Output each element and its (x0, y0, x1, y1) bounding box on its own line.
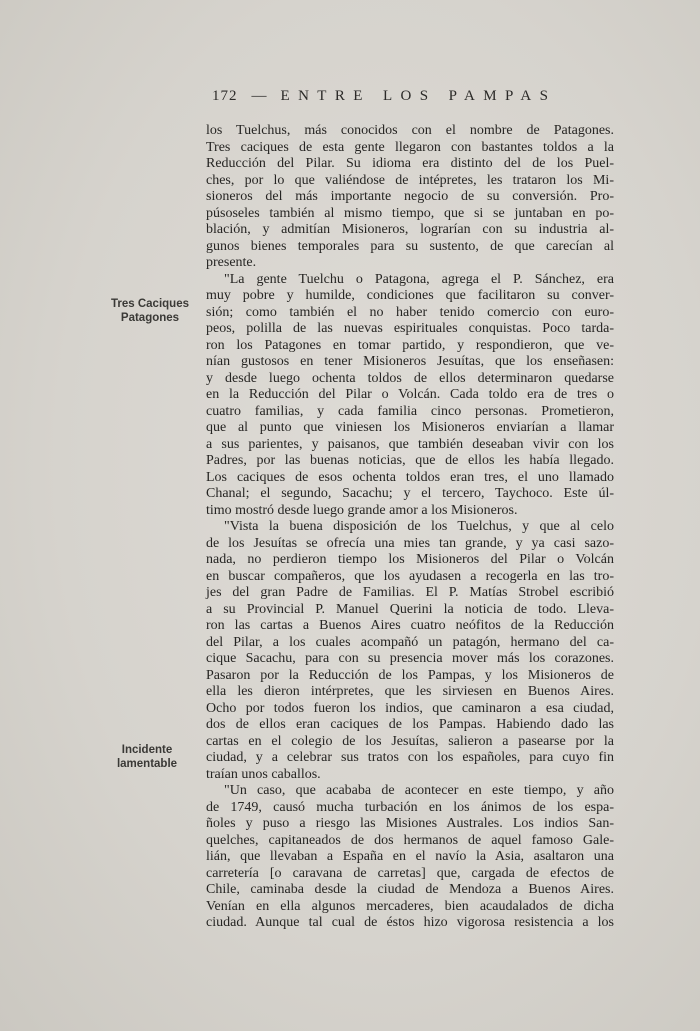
body-line: "Vista la buena disposición de los Tuelchus, y que al celo (224, 519, 614, 534)
running-title: ENTRE LOS PAMPAS (280, 88, 557, 104)
body-line: sión; como también el no haber tenido comercio con euro- (206, 304, 614, 320)
margin-note-tres-caciques (98, 297, 202, 325)
margin-note-line: Incidente (121, 744, 173, 756)
body-line: Tres caciques de esta gente llegaron con bastantes toldos a la (206, 139, 614, 155)
body-line: lián, que llevaban a España en el navío la Asia, asaltaron una (206, 849, 614, 864)
body-line: jes del gran Padre de Familias. El P. Matías Strobel escribió (206, 585, 614, 600)
body-line: nían gustosos en tener Misioneros Jesuítas, que los enseñasen: (206, 354, 614, 369)
margin-note-incidente (104, 743, 190, 771)
body-line: quelches, capitaneados de dos hermanos de aquel famoso Gale- (206, 832, 614, 848)
body-line: Chile, caminaba desde la ciudad de Mendoza a Buenos Aires. (206, 882, 614, 897)
body-line: los Tuelchus, más conocidos con el nombre de Patagones. (206, 123, 614, 138)
body-line: que al punto que viniesen los Misioneros enviarían a llamar (206, 420, 614, 435)
margin-note-line: Patagones (120, 312, 180, 324)
body-text (206, 123, 614, 932)
body-line: Ocho por todos fueron los indios, que caminaron a esa ciudad, (206, 700, 614, 716)
body-line: ella les dieron intérpretes, que les sirviesen en Buenos Aires. (206, 684, 614, 699)
body-line: en buscar compañeros, que los ayudasen a recogerla en las tro- (206, 568, 614, 584)
body-line: púsoseles también al mismo tiempo, que si se juntaban en po- (206, 205, 614, 221)
body-line: ron los Patagones en tomar partido, y respondieron, que ve- (206, 337, 614, 353)
margin-note-line: lamentable (116, 758, 178, 770)
body-line: traían unos caballos. (206, 766, 321, 782)
body-line: blación, y admitían Misioneros, lograrían con su industria al- (206, 222, 614, 237)
margin-note-line: Tres Caciques (111, 298, 189, 310)
body-line: ron las cartas a Buenos Aires cuatro neófitos de la Reducción (206, 618, 614, 633)
body-line: ches, por lo que valiéndose de intépretes, les trataron los Mi- (206, 172, 614, 188)
body-line: Pasaron por la Reducción de los Pampas, y los Misioneros de (206, 667, 614, 683)
body-line: ñoles y puso a riesgo las Misiones Australes. Los indios San- (206, 816, 614, 831)
body-line: cartas en el colegio de los Jesuítas, salieron a pasearse por la (206, 733, 614, 749)
body-line: a su Provincial P. Manuel Querini la noticia de todo. Lleva- (206, 601, 614, 617)
body-line: sioneros del más importante negocio de su conversión. Pro- (206, 189, 614, 204)
body-line: del Pilar, a los cuales acompañó un patagón, hermano del ca- (206, 634, 614, 650)
body-line: muy pobre y humilde, condiciones que facilitaron su conver- (206, 288, 614, 303)
body-line: Chanal; el segundo, Sacachu; y el tercero, Taychoco. Este úl- (206, 486, 614, 501)
body-line: cique Sacachu, para con su presencia mover más los corazones. (206, 651, 614, 666)
body-line: de 1749, causó mucha turbación en los ánimos de los espa- (206, 799, 614, 815)
body-line: carretería [o caravana de carretas] que, cargada de efectos de (206, 865, 614, 881)
body-line: dos de ellos eran caciques de los Pampas. Habiendo dado las (206, 717, 614, 732)
body-line: Los caciques de esos ochenta toldos eran tres, el uno llamado (206, 469, 614, 485)
body-line: Reducción del Pilar. Su idioma era distinto del de los Puel- (206, 156, 614, 171)
body-line: a sus parientes, y paisanos, que también deseaban vivir con los (206, 436, 614, 452)
body-line: en la Reducción del Pilar o Volcán. Cada toldo era de tres o (206, 387, 614, 402)
body-line: ciudad, y a celebrar sus tratos con los españoles, para cuyo fin (206, 750, 614, 765)
body-line: nada, no perdieron tiempo los Misioneros del Pilar o Volcán (206, 552, 614, 567)
body-line: y desde luego ochenta toldos de ellos determinaron quedarse (206, 370, 614, 386)
body-line: de los Jesuítas se ofrecía una mies tan grande, y ya casi sazo- (206, 535, 614, 551)
header-dash: — (251, 88, 267, 104)
body-line: "La gente Tuelchu o Patagona, agrega el P. Sánchez, era (224, 271, 614, 287)
body-line: presente. (206, 255, 257, 270)
page-header (212, 88, 624, 105)
body-line: Padres, por las buenas noticias, que de ellos les había llegado. (206, 453, 614, 468)
body-line: ciudad. Aunque tal cual de éstos hizo vigorosa resistencia a los (206, 915, 614, 930)
body-line: "Un caso, que acababa de acontecer en este tiempo, y año (224, 783, 614, 798)
body-line: timo mostró desde luego grande amor a los Misioneros. (206, 502, 518, 518)
page-number: 172 (212, 88, 238, 104)
body-line: peos, polilla de las nuevas espirituales conquistas. Poco tarda- (206, 321, 614, 336)
body-line: gunos bienes temporales para su sustento, de que carecían al (206, 238, 614, 254)
body-line: Venían en ella algunos mercaderes, bien acaudalados de dicha (206, 898, 614, 914)
body-line: cuatro familias, y cada familia cinco personas. Prometieron, (206, 403, 614, 419)
